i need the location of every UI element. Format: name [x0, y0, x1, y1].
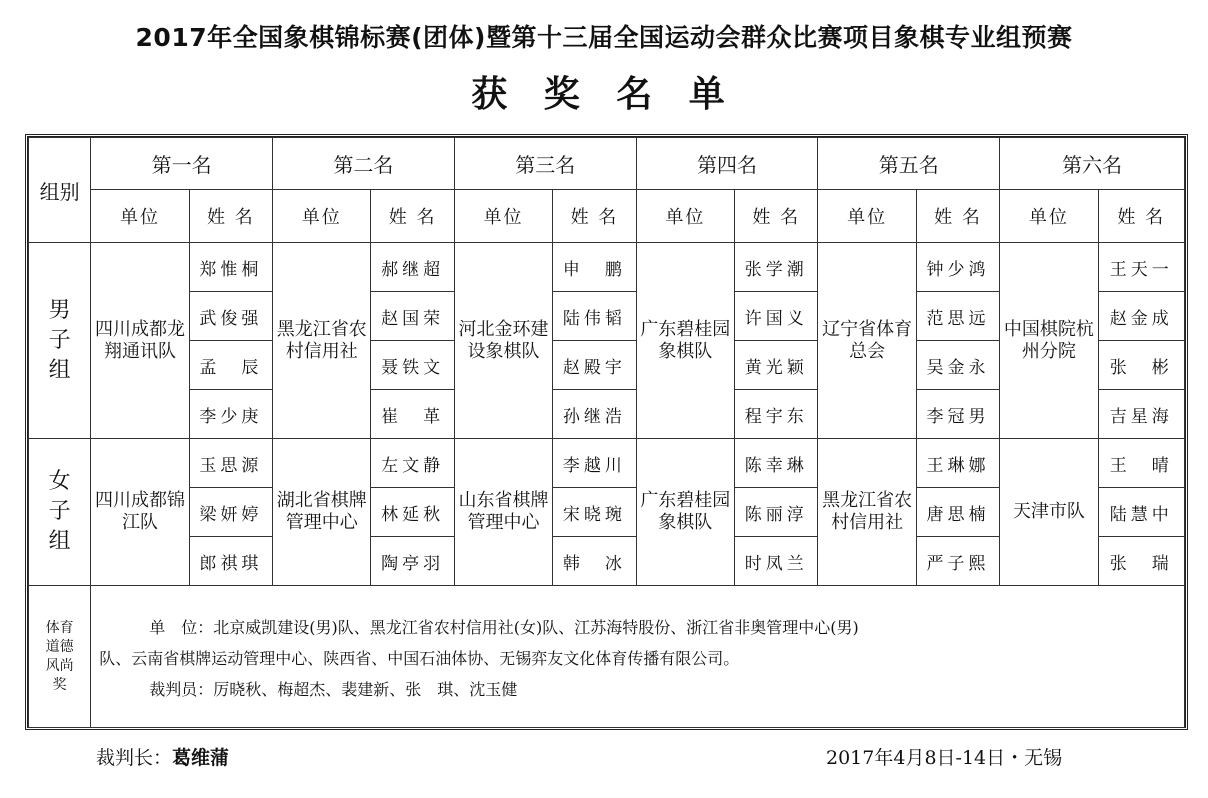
men-player-name: 赵国荣: [371, 292, 454, 341]
award-units-text: 北京威凯建设(男)队、黑龙江省农村信用社(女)队、江苏海特股份、浙江省非奥管理中心(男): [213, 618, 859, 637]
men-team-unit: 黑龙江省农村信用社: [273, 243, 371, 439]
unit-column-header: 单位: [454, 190, 552, 243]
men-player-name: 程宇东: [735, 390, 818, 439]
chief-referee-label: 裁判长：: [96, 747, 173, 769]
men-player-name: 王天一: [1098, 243, 1184, 292]
men-group-label: [29, 243, 91, 439]
men-player-name: 钟少鸿: [916, 243, 999, 292]
men-team-unit: 辽宁省体育总会: [818, 243, 916, 439]
women-player-name: 林延秋: [371, 488, 454, 537]
men-player-name: 陆伟韬: [553, 292, 636, 341]
men-team-unit: 四川成都龙翔通讯队: [91, 243, 189, 439]
page-title: 2017年全国象棋锦标赛(团体)暨第十三届全国运动会群众比赛项目象棋专业组预赛: [135, 23, 1073, 52]
men-player-name: 许国义: [735, 292, 818, 341]
women-team-unit: 四川成都锦江队: [91, 439, 189, 586]
award-referees-text: 厉晓秋、梅超杰、裴建新、张 琪、沈玉健: [213, 680, 518, 699]
unit-column-header: 单位: [818, 190, 916, 243]
men-player-name: 赵殿宇: [553, 341, 636, 390]
men-player-name: 黄光颖: [735, 341, 818, 390]
women-player-name: 宋晓琬: [553, 488, 636, 537]
award-units-line-2: 队、云南省棋牌运动管理中心、陕西省、中国石油体协、无锡弈友文化体育传播有限公司。: [99, 649, 740, 668]
men-player-name: 赵金成: [1098, 292, 1184, 341]
sportsmanship-award-text: 体育道德风尚奖: [45, 619, 74, 693]
men-player-name: 聂铁文: [371, 341, 454, 390]
women-team-unit: 广东碧桂园象棋队: [636, 439, 734, 586]
unit-column-header: 单位: [91, 190, 189, 243]
unit-column-header: 单位: [1000, 190, 1098, 243]
women-player-name: 左文静: [371, 439, 454, 488]
women-group-label: [29, 439, 91, 586]
rank-header: 第四名: [636, 138, 818, 190]
group-header: 组别: [29, 138, 91, 243]
women-team-unit: 天津市队: [1000, 439, 1098, 586]
men-team-unit: 广东碧桂园象棋队: [636, 243, 734, 439]
women-player-name: 张 瑞: [1098, 537, 1184, 586]
rank-header: 第三名: [454, 138, 636, 190]
unit-column-header: 单位: [636, 190, 734, 243]
women-player-name: 梁妍婷: [189, 488, 272, 537]
men-player-name: 郑惟桐: [189, 243, 272, 292]
women-player-name: 陈幸琳: [735, 439, 818, 488]
women-player-name: 陈丽淳: [735, 488, 818, 537]
men-player-name: 吉星海: [1098, 390, 1184, 439]
men-player-name: 郝继超: [371, 243, 454, 292]
men-player-name: 孙继浩: [553, 390, 636, 439]
chief-referee-name: 葛维蒲: [172, 747, 230, 769]
award-referees-line: [99, 674, 1178, 705]
men-player-name: 张 彬: [1098, 341, 1184, 390]
sportsmanship-award-content: [91, 586, 1185, 728]
name-column-header: 姓 名: [371, 190, 454, 243]
unit-column-header: 单位: [273, 190, 371, 243]
name-column-header: 姓 名: [1098, 190, 1184, 243]
women-group-text: 女子组: [48, 469, 71, 554]
women-player-name: 王 晴: [1098, 439, 1184, 488]
women-team-unit: 湖北省棋牌管理中心: [273, 439, 371, 586]
women-player-name: 严子熙: [916, 537, 999, 586]
award-units-line: [99, 612, 1178, 643]
women-player-name: 郎祺琪: [189, 537, 272, 586]
rank-header: 第六名: [1000, 138, 1185, 190]
name-column-header: 姓 名: [916, 190, 999, 243]
women-player-name: 时凤兰: [735, 537, 818, 586]
men-player-name: 孟 辰: [189, 341, 272, 390]
women-player-name: 李越川: [553, 439, 636, 488]
men-player-name: 吴金永: [916, 341, 999, 390]
name-column-header: 姓 名: [553, 190, 636, 243]
women-player-name: 玉思源: [189, 439, 272, 488]
women-player-name: 陶亭羽: [371, 537, 454, 586]
page-subtitle: 获 奖 名 单: [471, 74, 737, 115]
men-team-unit: 河北金环建设象棋队: [454, 243, 552, 439]
women-player-name: 陆慧中: [1098, 488, 1184, 537]
rank-header: 第二名: [273, 138, 455, 190]
chief-referee: [96, 743, 229, 770]
award-referees-label: 裁判员：: [149, 680, 214, 699]
sportsmanship-award-label: [29, 586, 91, 728]
men-player-name: 范思远: [916, 292, 999, 341]
name-column-header: 姓 名: [735, 190, 818, 243]
women-player-name: 唐思楠: [916, 488, 999, 537]
women-player-name: 韩 冰: [553, 537, 636, 586]
rank-header: 第五名: [818, 138, 1000, 190]
men-player-name: 武俊强: [189, 292, 272, 341]
men-player-name: 申 鹏: [553, 243, 636, 292]
women-player-name: 王琳娜: [916, 439, 999, 488]
men-group-text: 男子组: [48, 297, 71, 383]
women-team-unit: 山东省棋牌管理中心: [454, 439, 552, 586]
men-team-unit: 中国棋院杭州分院: [1000, 243, 1098, 439]
men-player-name: 李冠男: [916, 390, 999, 439]
men-player-name: 李少庚: [189, 390, 272, 439]
date-place: 2017年4月8日-14日・无锡: [826, 747, 1063, 769]
award-units-label: 单 位：: [149, 618, 214, 637]
men-player-name: 张学潮: [735, 243, 818, 292]
rank-header: 第一名: [91, 138, 273, 190]
name-column-header: 姓 名: [189, 190, 272, 243]
women-team-unit: 黑龙江省农村信用社: [818, 439, 916, 586]
results-table: [28, 137, 1185, 728]
men-player-name: 崔 革: [371, 390, 454, 439]
